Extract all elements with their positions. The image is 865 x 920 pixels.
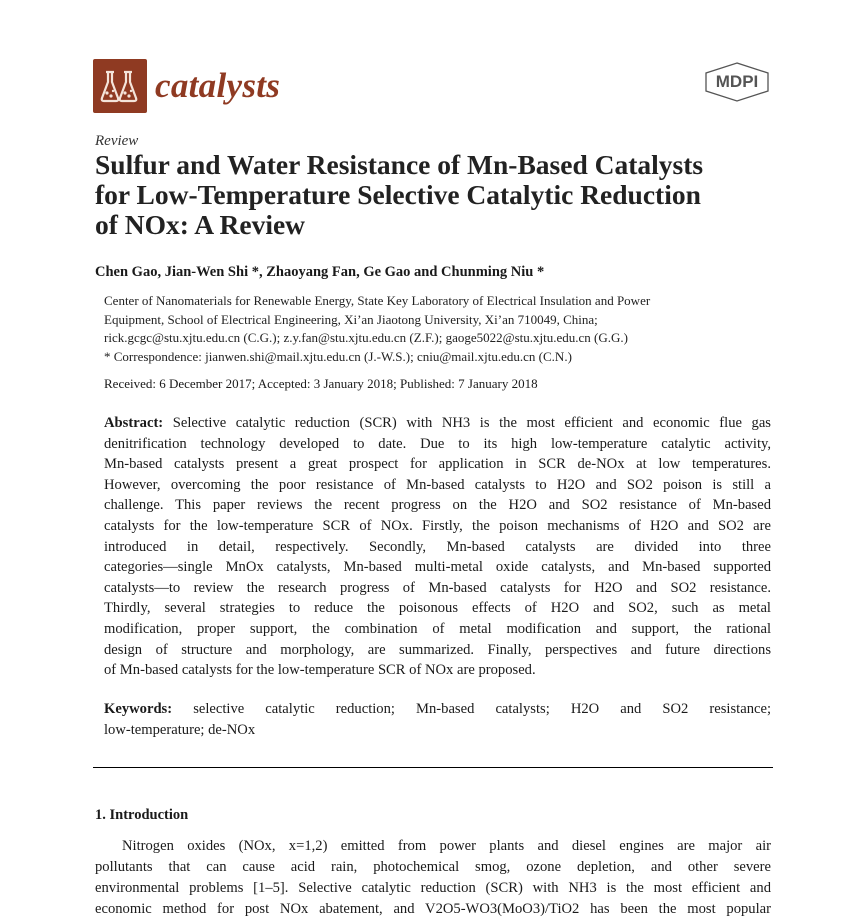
intro-line: environmental problems [1–5]. Selective catalytic reduction (SCR) with NH3 is the most efficient and (95, 880, 771, 896)
affiliation-line: Center of Nanomaterials for Renewable Energy, State Key Laboratory of Electrical Insulation and Power (104, 293, 651, 308)
flask-icon (93, 59, 147, 113)
intro-line: pollutants that can cause acid rain, photochemical smog, ozone depletion, and other severe (95, 859, 771, 875)
publication-dates: Received: 6 December 2017; Accepted: 3 January 2018; Published: 7 January 2018 (104, 376, 538, 391)
intro-line: Nitrogen oxides (NOx, x=1,2) emitted from power plants and diesel engines are major air (122, 838, 771, 854)
affiliation-line: Equipment, School of Electrical Engineering, Xi’an Jiaotong University, Xi’an 710049, China; (104, 311, 598, 327)
introduction-paragraph (95, 836, 771, 917)
section-heading: 1. Introduction (95, 807, 189, 823)
abstract-line: design of structure and morphology, are summarized. Finally, perspectives and future directions (104, 641, 771, 658)
abstract-line: categories—single MnOx catalysts, Mn-based multi-metal oxide catalysts, and Mn-based supported (104, 559, 771, 576)
intro-line: economic method for post NOx abatement, and V2O5-WO3(MoO3)/TiO2 has been the most popular (95, 901, 771, 917)
abstract-line: Mn-based catalysts present a great prospect for application in SCR de-NOx at low temperatures. (104, 456, 771, 473)
article-type: Review (95, 133, 139, 149)
abstract-label: Abstract: (104, 415, 164, 431)
journal-logo (93, 58, 280, 113)
correspondence-line: * Correspondence: jianwen.shi@mail.xjtu.edu.cn (J.-W.S.); cniu@mail.xjtu.edu.cn (C.N.) (104, 348, 572, 364)
abstract-line: Thirdly, several strategies to reduce the poisonous effects of H2O and SO2, such as metal (104, 600, 771, 617)
mdpi-logo (702, 60, 772, 104)
keywords-line: low-temperature; de-NOx (104, 721, 256, 738)
author-list: Chen Gao, Jian-Wen Shi *, Zhaoyang Fan, Ge Gao and Chunming Niu * (95, 264, 545, 280)
abstract-line: of Mn-based catalysts for the low-temperature SCR of NOx are proposed. (104, 662, 536, 679)
article-title (95, 150, 795, 240)
title-line: Sulfur and Water Resistance of Mn-Based Catalysts (95, 149, 704, 180)
abstract (104, 413, 771, 681)
abstract-line: However, overcoming the poor resistance of Mn-based catalysts to H2O and SO2 poison is still a (104, 476, 771, 493)
abstract-line: introduced in detail, respectively. Secondly, Mn-based catalysts are divided into three (104, 538, 771, 555)
abstract-line: catalysts for the low-temperature SCR of NOx. Firstly, the poison mechanisms of H2O and SO2 are (104, 517, 771, 534)
section-divider (93, 767, 773, 768)
keywords-line: Keywords: selective catalytic reduction; Mn-based catalysts; H2O and SO2 resistance; (104, 701, 772, 717)
abstract-line: Abstract: Selective catalytic reduction (SCR) with NH3 is the most efficient and economic flue gas (104, 415, 771, 431)
abstract-line: denitrification technology developed to date. Due to its high low-temperature catalytic activity, (104, 435, 771, 452)
affiliation-line: rick.gcgc@stu.xjtu.edu.cn (C.G.); z.y.fan@stu.xjtu.edu.cn (Z.F.); gaoge5022@stu.xjtu.edu.cn (G.G.) (104, 330, 628, 345)
affiliation-block (104, 292, 784, 366)
journal-name: catalysts (155, 65, 281, 105)
keywords-label: Keywords: (104, 701, 173, 717)
abstract-line: catalysts—to review the research progress of Mn-based catalysts for H2O and SO2 resistance. (104, 579, 771, 596)
title-line: of NOx: A Review (95, 209, 306, 240)
abstract-line: challenge. This paper reviews the recent progress on the H2O and SO2 resistance of Mn-based (104, 497, 771, 514)
publisher-name: MDPI (715, 72, 759, 91)
title-line: for Low-Temperature Selective Catalytic Reduction (95, 179, 701, 210)
keywords (104, 699, 771, 740)
abstract-line: modification, proper support, the combination of metal modification and support, the rational (104, 620, 771, 637)
